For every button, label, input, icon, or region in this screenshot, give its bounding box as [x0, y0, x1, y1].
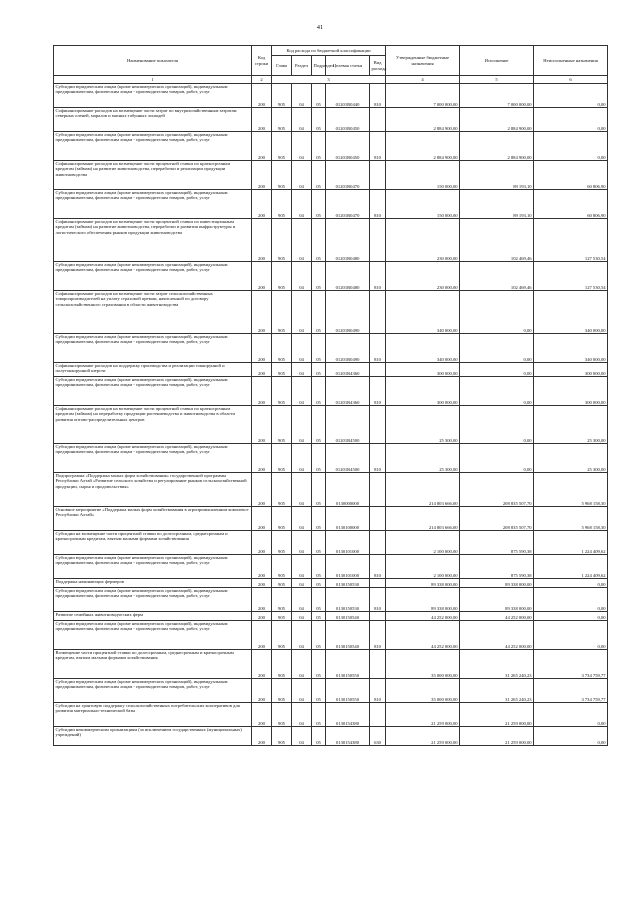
line-code-cell: 200: [252, 84, 272, 108]
executed-amount-cell: 89 193,10: [460, 161, 534, 190]
razdel-cell: 04: [292, 473, 312, 507]
target-article-cell: 01201R4500: [326, 406, 370, 444]
table-body: [54, 84, 608, 746]
row-name-cell: Субсидии юридическим лицам (кроме некоммерческих организаций), индивидуальным предпринимателям, физическим лицам - производителям товаров, работ, услуг: [54, 132, 252, 161]
line-code-cell: 200: [252, 473, 272, 507]
header-razdel: Раздел: [292, 56, 312, 76]
target-article-cell: 0130150530: [326, 588, 370, 612]
expense-type-cell: [370, 161, 386, 190]
executed-amount-cell: 0,00: [460, 334, 534, 363]
executed-amount-cell: 44 252 000,00: [460, 612, 534, 621]
unexecuted-amount-cell: 0,00: [534, 621, 608, 650]
podrazdel-cell: 05: [312, 507, 326, 531]
table-row: [54, 555, 608, 579]
approved-amount-cell: 89 338 000,00: [386, 579, 460, 588]
target-article-cell: 01201R0490: [326, 334, 370, 363]
approved-amount-cell: 340 000,00: [386, 291, 460, 334]
approved-amount-cell: 340 000,00: [386, 334, 460, 363]
target-article-cell: 01201R4360: [326, 363, 370, 377]
column-number: 1: [54, 76, 252, 84]
target-article-cell: 01201R0470: [326, 161, 370, 190]
table-row: [54, 650, 608, 679]
table-row: [54, 84, 608, 108]
expense-type-cell: 810: [370, 334, 386, 363]
approved-amount-cell: 89 338 000,00: [386, 588, 460, 612]
podrazdel-cell: 05: [312, 555, 326, 579]
executed-amount-cell: 31 265 240,23: [460, 679, 534, 703]
row-name-cell: Субсидии юридическим лицам (кроме некоммерческих организаций), индивидуальным предпринимателям, физическим лицам - производителям товаров, работ, услуг: [54, 621, 252, 650]
approved-amount-cell: 300 000,00: [386, 377, 460, 406]
expense-type-cell: [370, 507, 386, 531]
row-name-cell: Подпрограмма «Поддержка малых форм хозяйствования» государственной программы Республики Алтай «Развитие сельского хозяйства и регулирование рынков сельскохозяйственной продукции, сырья и продовольствия»: [54, 473, 252, 507]
target-article-cell: 0130000000: [326, 473, 370, 507]
razdel-cell: 04: [292, 588, 312, 612]
approved-amount-cell: 35 000 000,00: [386, 679, 460, 703]
expense-type-cell: [370, 473, 386, 507]
expense-type-cell: [370, 406, 386, 444]
table-row: [54, 377, 608, 406]
line-code-cell: 200: [252, 650, 272, 679]
unexecuted-amount-cell: 0,00: [534, 588, 608, 612]
approved-amount-cell: 300 000,00: [386, 363, 460, 377]
row-name-cell: Поддержка начинающих фермеров: [54, 579, 252, 588]
row-name-cell: Софинансирование расходов на возмещение части процентной ставки по инвестиционным кредитам (займам) на развитие животноводства, переработки и развития инфраструктуры и логистического обеспечения рынков продукции животноводства: [54, 219, 252, 262]
glava-cell: 905: [272, 219, 292, 262]
header-line-code: Код строки: [252, 46, 272, 76]
expense-type-cell: [370, 579, 386, 588]
razdel-cell: 04: [292, 406, 312, 444]
row-name-cell: Возмещение части процентной ставки по долгосрочным, среднесрочным и краткосрочным кредитам, взятым малыми формами хозяйствования: [54, 650, 252, 679]
table-row: [54, 161, 608, 190]
target-article-cell: 0130100000: [326, 507, 370, 531]
podrazdel-cell: 05: [312, 108, 326, 132]
target-article-cell: 0130150540: [326, 621, 370, 650]
approved-amount-cell: 21 259 000,00: [386, 703, 460, 727]
executed-amount-cell: 2 884 900,00: [460, 132, 534, 161]
header-target-article: Целевая статья: [326, 56, 370, 76]
razdel-cell: 04: [292, 108, 312, 132]
approved-amount-cell: 2 884 900,00: [386, 132, 460, 161]
glava-cell: 905: [272, 377, 292, 406]
expense-type-cell: [370, 531, 386, 555]
line-code-cell: 200: [252, 555, 272, 579]
line-code-cell: 200: [252, 588, 272, 612]
line-code-cell: 200: [252, 377, 272, 406]
table-row: [54, 406, 608, 444]
approved-amount-cell: 7 000 000,00: [386, 84, 460, 108]
row-name-cell: Субсидии юридическим лицам (кроме некоммерческих организаций), индивидуальным предпринимателям, физическим лицам - производителям товаров, работ, услуг: [54, 444, 252, 473]
table-row: [54, 507, 608, 531]
podrazdel-cell: 05: [312, 473, 326, 507]
line-code-cell: 200: [252, 190, 272, 219]
executed-amount-cell: 0,00: [460, 377, 534, 406]
unexecuted-amount-cell: 127 530,54: [534, 262, 608, 291]
approved-amount-cell: 35 000 000,00: [386, 650, 460, 679]
glava-cell: 905: [272, 444, 292, 473]
glava-cell: 905: [272, 334, 292, 363]
line-code-cell: 200: [252, 363, 272, 377]
podrazdel-cell: 05: [312, 579, 326, 588]
expense-type-cell: [370, 650, 386, 679]
table-row: [54, 108, 608, 132]
row-name-cell: Субсидии юридическим лицам (кроме некоммерческих организаций), индивидуальным предпринимателям, физическим лицам - производителям товаров, работ, услуг: [54, 377, 252, 406]
row-name-cell: Субсидии юридическим лицам (кроме некоммерческих организаций), индивидуальным предпринимателям, физическим лицам - производителям товаров, работ, услуг: [54, 262, 252, 291]
glava-cell: 905: [272, 108, 292, 132]
table-row: [54, 621, 608, 650]
razdel-cell: 04: [292, 579, 312, 588]
executed-amount-cell: 0,00: [460, 444, 534, 473]
target-article-cell: 0130154380: [326, 703, 370, 727]
podrazdel-cell: 05: [312, 612, 326, 621]
glava-cell: 905: [272, 612, 292, 621]
expense-type-cell: 810: [370, 262, 386, 291]
line-code-cell: 200: [252, 262, 272, 291]
row-name-cell: Софинансирование расходов на возмещение части процентной ставки по краткосрочным кредитам (займам) на переработку продукции растениеводства и животноводства в области развития оптово-распределительных центров: [54, 406, 252, 444]
razdel-cell: 04: [292, 679, 312, 703]
target-article-cell: 01201R0470: [326, 190, 370, 219]
line-code-cell: 200: [252, 219, 272, 262]
podrazdel-cell: 05: [312, 262, 326, 291]
glava-cell: 905: [272, 650, 292, 679]
unexecuted-amount-cell: 25 300,00: [534, 444, 608, 473]
target-article-cell: 0130101000: [326, 555, 370, 579]
podrazdel-cell: 05: [312, 679, 326, 703]
table-row: [54, 588, 608, 612]
line-code-cell: 200: [252, 579, 272, 588]
approved-amount-cell: 214 803 666,00: [386, 507, 460, 531]
line-code-cell: 200: [252, 444, 272, 473]
header-budget-classification: Код расхода по бюджетной классификации: [272, 46, 386, 56]
glava-cell: 905: [272, 703, 292, 727]
target-article-cell: 01201R0480: [326, 219, 370, 262]
executed-amount-cell: 21 259 000,00: [460, 727, 534, 746]
approved-amount-cell: 150 000,00: [386, 161, 460, 190]
unexecuted-amount-cell: 0,00: [534, 108, 608, 132]
row-name-cell: Развитие семейных животноводческих ферм: [54, 612, 252, 621]
unexecuted-amount-cell: 0,00: [534, 612, 608, 621]
executed-amount-cell: 0,00: [460, 291, 534, 334]
expense-type-cell: [370, 291, 386, 334]
glava-cell: 905: [272, 473, 292, 507]
table-row: [54, 444, 608, 473]
glava-cell: 905: [272, 291, 292, 334]
podrazdel-cell: 05: [312, 219, 326, 262]
table-row: [54, 262, 608, 291]
header-executed: Исполнение: [460, 46, 534, 76]
unexecuted-amount-cell: 3 734 759,77: [534, 650, 608, 679]
razdel-cell: 04: [292, 727, 312, 746]
razdel-cell: 04: [292, 291, 312, 334]
glava-cell: 905: [272, 579, 292, 588]
executed-amount-cell: 875 590,38: [460, 531, 534, 555]
glava-cell: 905: [272, 555, 292, 579]
line-code-cell: 200: [252, 679, 272, 703]
unexecuted-amount-cell: 1 224 409,62: [534, 531, 608, 555]
podrazdel-cell: 05: [312, 161, 326, 190]
executed-amount-cell: 2 884 900,00: [460, 108, 534, 132]
approved-amount-cell: 21 259 000,00: [386, 727, 460, 746]
expense-type-cell: 810: [370, 621, 386, 650]
row-name-cell: Софинансирование расходов на возмещение части затрат по внутрихозяйственным затратам северных оленей, маралов и мясных табунных лошадей: [54, 108, 252, 132]
podrazdel-cell: 05: [312, 650, 326, 679]
column-number: 4: [386, 76, 460, 84]
table-row: [54, 190, 608, 219]
target-article-cell: 0130150550: [326, 679, 370, 703]
line-code-cell: 200: [252, 727, 272, 746]
line-code-cell: 200: [252, 334, 272, 363]
glava-cell: 905: [272, 727, 292, 746]
glava-cell: 905: [272, 531, 292, 555]
executed-amount-cell: 44 252 000,00: [460, 621, 534, 650]
approved-amount-cell: 150 000,00: [386, 190, 460, 219]
glava-cell: 905: [272, 84, 292, 108]
executed-amount-cell: 208 835 507,70: [460, 473, 534, 507]
unexecuted-amount-cell: 0,00: [534, 84, 608, 108]
glava-cell: 905: [272, 588, 292, 612]
razdel-cell: 04: [292, 363, 312, 377]
approved-amount-cell: 2 100 000,00: [386, 555, 460, 579]
expense-type-cell: 810: [370, 132, 386, 161]
table-row: [54, 579, 608, 588]
target-article-cell: 01201R0450: [326, 108, 370, 132]
razdel-cell: 04: [292, 621, 312, 650]
table-row: [54, 334, 608, 363]
header-expense-type: Вид расхода: [370, 56, 386, 76]
column-number: 3: [272, 76, 386, 84]
razdel-cell: 04: [292, 555, 312, 579]
unexecuted-amount-cell: 0,00: [534, 579, 608, 588]
target-article-cell: 0130150530: [326, 579, 370, 588]
table-row: [54, 679, 608, 703]
header-name: Наименование показателя: [54, 46, 252, 76]
podrazdel-cell: 05: [312, 621, 326, 650]
row-name-cell: Субсидии на возмещение части процентной ставки по долгосрочным, среднесрочным и краткосрочным кредитам, взятым малыми формами хозяйствования: [54, 531, 252, 555]
executed-amount-cell: 89 338 000,00: [460, 579, 534, 588]
executed-amount-cell: 7 000 000,00: [460, 84, 534, 108]
approved-amount-cell: 2 100 000,00: [386, 531, 460, 555]
table-row: [54, 219, 608, 262]
table-row: [54, 531, 608, 555]
unexecuted-amount-cell: 3 734 759,77: [534, 679, 608, 703]
executed-amount-cell: 0,00: [460, 406, 534, 444]
expense-type-cell: 810: [370, 588, 386, 612]
expense-type-cell: 810: [370, 444, 386, 473]
page-number: 41: [316, 24, 324, 31]
expense-type-cell: [370, 108, 386, 132]
table-row: [54, 132, 608, 161]
approved-amount-cell: 25 300,00: [386, 444, 460, 473]
target-article-cell: 01201R0440: [326, 84, 370, 108]
row-name-cell: Субсидии некоммерческим организациям (за исключением государственных (муниципальных) учреждений): [54, 727, 252, 746]
unexecuted-amount-cell: 127 530,54: [534, 219, 608, 262]
glava-cell: 905: [272, 363, 292, 377]
header-podrazdel: Подраздел: [312, 56, 326, 76]
target-article-cell: 0130150540: [326, 612, 370, 621]
header-approved: Утвержденные бюджетные назначения: [386, 46, 460, 76]
row-name-cell: Субсидии юридическим лицам (кроме некоммерческих организаций), индивидуальным предпринимателям, физическим лицам - производителям товаров, работ, услуг: [54, 679, 252, 703]
expense-type-cell: 810: [370, 679, 386, 703]
target-article-cell: 0130101000: [326, 531, 370, 555]
approved-amount-cell: 214 803 666,00: [386, 473, 460, 507]
line-code-cell: 200: [252, 406, 272, 444]
razdel-cell: 04: [292, 612, 312, 621]
row-name-cell: Субсидии юридическим лицам (кроме некоммерческих организаций), индивидуальным предпринимателям, физическим лицам - производителям товаров, работ, услуг: [54, 84, 252, 108]
line-code-cell: 200: [252, 703, 272, 727]
table-row: [54, 363, 608, 377]
razdel-cell: 04: [292, 507, 312, 531]
podrazdel-cell: 05: [312, 727, 326, 746]
target-article-cell: 01201R4360: [326, 377, 370, 406]
glava-cell: 905: [272, 679, 292, 703]
column-number: 6: [534, 76, 608, 84]
target-article-cell: 01201R0480: [326, 262, 370, 291]
razdel-cell: 04: [292, 531, 312, 555]
line-code-cell: 200: [252, 108, 272, 132]
expense-type-cell: [370, 703, 386, 727]
razdel-cell: 04: [292, 219, 312, 262]
unexecuted-amount-cell: 300 000,00: [534, 377, 608, 406]
table-row: [54, 473, 608, 507]
razdel-cell: 04: [292, 334, 312, 363]
expense-type-cell: 630: [370, 727, 386, 746]
row-name-cell: Софинансирование расходов на поддержку производства и реализации тонкорунной и полутонкорунной шерсти: [54, 363, 252, 377]
line-code-cell: 200: [252, 507, 272, 531]
executed-amount-cell: 0,00: [460, 363, 534, 377]
executed-amount-cell: 89 193,10: [460, 190, 534, 219]
target-article-cell: 0130150550: [326, 650, 370, 679]
row-name-cell: Основное мероприятие «Поддержка малых форм хозяйствования в агропромышленном комплексе Республики Алтай»: [54, 507, 252, 531]
razdel-cell: 04: [292, 161, 312, 190]
podrazdel-cell: 05: [312, 363, 326, 377]
podrazdel-cell: 05: [312, 588, 326, 612]
executed-amount-cell: 102 469,46: [460, 262, 534, 291]
podrazdel-cell: 05: [312, 190, 326, 219]
approved-amount-cell: 25 300,00: [386, 406, 460, 444]
column-number: 2: [252, 76, 272, 84]
row-name-cell: Софинансирование расходов на возмещение части процентной ставки по краткосрочным кредитам (займам) на развитие животноводства, переработки и реализации продукции животноводства: [54, 161, 252, 190]
line-code-cell: 200: [252, 132, 272, 161]
executed-amount-cell: 31 265 240,23: [460, 650, 534, 679]
unexecuted-amount-cell: 60 806,90: [534, 161, 608, 190]
executed-amount-cell: 89 338 000,00: [460, 588, 534, 612]
razdel-cell: 04: [292, 703, 312, 727]
table-header: [54, 46, 608, 84]
line-code-cell: 200: [252, 621, 272, 650]
executed-amount-cell: 102 469,46: [460, 219, 534, 262]
razdel-cell: 04: [292, 444, 312, 473]
unexecuted-amount-cell: 340 000,00: [534, 291, 608, 334]
executed-amount-cell: 875 590,38: [460, 555, 534, 579]
glava-cell: 905: [272, 132, 292, 161]
row-name-cell: Субсидии юридическим лицам (кроме некоммерческих организаций), индивидуальным предпринимателям, физическим лицам - производителям товаров, работ, услуг: [54, 334, 252, 363]
expense-type-cell: 810: [370, 555, 386, 579]
unexecuted-amount-cell: 0,00: [534, 703, 608, 727]
row-name-cell: Субсидии на грантовую поддержку сельскохозяйственных потребительских кооперативов для развития материально-технической базы: [54, 703, 252, 727]
razdel-cell: 04: [292, 262, 312, 291]
row-name-cell: Субсидии юридическим лицам (кроме некоммерческих организаций), индивидуальным предпринимателям, физическим лицам - производителям товаров, работ, услуг: [54, 190, 252, 219]
line-code-cell: 200: [252, 161, 272, 190]
table-row: [54, 703, 608, 727]
expense-type-cell: [370, 219, 386, 262]
target-article-cell: 0130154380: [326, 727, 370, 746]
glava-cell: 905: [272, 161, 292, 190]
expense-type-cell: [370, 612, 386, 621]
expense-type-cell: 810: [370, 84, 386, 108]
line-code-cell: 200: [252, 612, 272, 621]
approved-amount-cell: 2 884 900,00: [386, 108, 460, 132]
glava-cell: 905: [272, 621, 292, 650]
unexecuted-amount-cell: 0,00: [534, 727, 608, 746]
podrazdel-cell: 05: [312, 703, 326, 727]
approved-amount-cell: 230 000,00: [386, 262, 460, 291]
executed-amount-cell: 21 259 000,00: [460, 703, 534, 727]
unexecuted-amount-cell: 340 000,00: [534, 334, 608, 363]
podrazdel-cell: 05: [312, 531, 326, 555]
glava-cell: 905: [272, 262, 292, 291]
razdel-cell: 04: [292, 650, 312, 679]
approved-amount-cell: 230 000,00: [386, 219, 460, 262]
unexecuted-amount-cell: 5 968 158,30: [534, 473, 608, 507]
razdel-cell: 04: [292, 132, 312, 161]
row-name-cell: Субсидии юридическим лицам (кроме некоммерческих организаций), индивидуальным предпринимателям, физическим лицам - производителям товаров, работ, услуг: [54, 588, 252, 612]
line-code-cell: 200: [252, 531, 272, 555]
approved-amount-cell: 44 252 000,00: [386, 621, 460, 650]
expense-type-cell: [370, 363, 386, 377]
glava-cell: 905: [272, 406, 292, 444]
column-number: 5: [460, 76, 534, 84]
unexecuted-amount-cell: 25 300,00: [534, 406, 608, 444]
executed-amount-cell: 208 835 507,70: [460, 507, 534, 531]
podrazdel-cell: 05: [312, 377, 326, 406]
budget-report-table: [53, 45, 608, 746]
header-glava: Глава: [272, 56, 292, 76]
unexecuted-amount-cell: 0,00: [534, 132, 608, 161]
glava-cell: 905: [272, 190, 292, 219]
podrazdel-cell: 05: [312, 291, 326, 334]
unexecuted-amount-cell: 5 968 158,30: [534, 507, 608, 531]
podrazdel-cell: 05: [312, 444, 326, 473]
row-name-cell: Софинансирование расходов на возмещение части затрат сельскохозяйственных товаропроизводителей на уплату страховой премии, начисленной по договору сельскохозяйственного страхования в области животноводства: [54, 291, 252, 334]
row-name-cell: Субсидии юридическим лицам (кроме некоммерческих организаций), индивидуальным предпринимателям, физическим лицам - производителям товаров, работ, услуг: [54, 555, 252, 579]
unexecuted-amount-cell: 300 000,00: [534, 363, 608, 377]
razdel-cell: 04: [292, 377, 312, 406]
unexecuted-amount-cell: 1 224 409,62: [534, 555, 608, 579]
glava-cell: 905: [272, 507, 292, 531]
target-article-cell: 01201R0450: [326, 132, 370, 161]
podrazdel-cell: 05: [312, 132, 326, 161]
podrazdel-cell: 05: [312, 334, 326, 363]
expense-type-cell: 810: [370, 377, 386, 406]
target-article-cell: 01201R0490: [326, 291, 370, 334]
target-article-cell: 01201R4500: [326, 444, 370, 473]
expense-type-cell: 810: [370, 190, 386, 219]
unexecuted-amount-cell: 60 806,90: [534, 190, 608, 219]
table-row: [54, 727, 608, 746]
table-row: [54, 612, 608, 621]
line-code-cell: 200: [252, 291, 272, 334]
podrazdel-cell: 05: [312, 84, 326, 108]
razdel-cell: 04: [292, 84, 312, 108]
approved-amount-cell: 44 252 000,00: [386, 612, 460, 621]
razdel-cell: 04: [292, 190, 312, 219]
podrazdel-cell: 05: [312, 406, 326, 444]
header-unexecuted: Неисполненные назначения: [534, 46, 608, 76]
table-row: [54, 291, 608, 334]
